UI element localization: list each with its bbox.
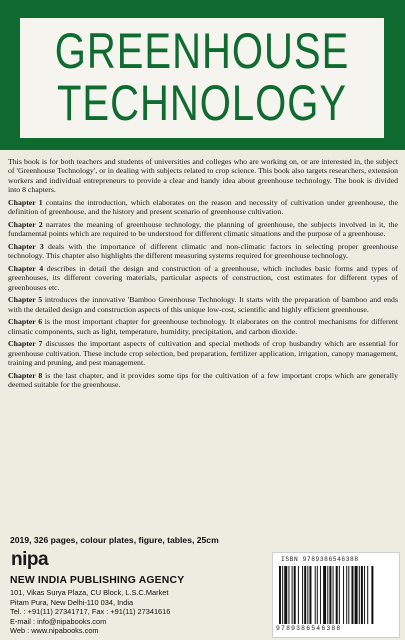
barcode-bar bbox=[323, 566, 326, 624]
barcode-bar bbox=[364, 566, 365, 624]
barcode-bar bbox=[315, 566, 316, 624]
publisher-name: NEW INDIA PUBLISHING AGENCY bbox=[10, 575, 185, 586]
chapter-4-paragraph bbox=[8, 264, 398, 292]
chapter-text: deals with the importance of different climatic and non-climatic factors in selecting proper greenhouse technology. This chapter also highlights the different measuring systems required for greenhouse technology. bbox=[8, 241, 398, 261]
barcode-number: 9789386546388 bbox=[276, 625, 342, 632]
barcode-bar bbox=[302, 566, 303, 624]
chapter-text: is the last chapter, and it provides some tips for the cultivation of a few important crops which are generally deemed suitable for the greenhouse. bbox=[8, 370, 398, 390]
chapter-1-paragraph bbox=[8, 198, 398, 217]
barcode-bar bbox=[282, 566, 283, 624]
barcode-bar bbox=[304, 566, 306, 624]
barcode-bar bbox=[371, 566, 373, 624]
chapter-3-paragraph bbox=[8, 242, 398, 261]
barcode-bar bbox=[288, 566, 289, 624]
chapter-6-paragraph bbox=[8, 317, 398, 336]
publisher-info bbox=[10, 575, 270, 636]
publisher-email: E-mail : info@nipabooks.com bbox=[10, 616, 107, 626]
barcode-bar bbox=[279, 566, 281, 624]
book-title-line-2: TECHNOLOGY bbox=[56, 76, 348, 131]
barcode-bar bbox=[333, 566, 334, 624]
barcode-bar bbox=[346, 566, 347, 624]
barcode-bar bbox=[361, 566, 363, 624]
chapter-text: narrates the meaning of greenhouse technology, the planning of greenhouse, the subjects involved in it, the fundamental points which are required to be understood for different climatic situations and the purpose of a greenhouse. bbox=[8, 219, 398, 239]
barcode-bar bbox=[359, 566, 360, 624]
chapter-2-paragraph bbox=[8, 220, 398, 239]
barcode-bar bbox=[355, 566, 358, 624]
barcode-bar bbox=[367, 566, 368, 624]
book-specs: 2019, 326 pages, colour plates, figure, tables, 25cm bbox=[10, 535, 219, 545]
publisher-web: Web : www.nipabooks.com bbox=[10, 626, 99, 636]
chapter-label: Chapter 4 bbox=[8, 263, 44, 273]
barcode-bar bbox=[292, 566, 293, 624]
chapter-label: Chapter 6 bbox=[8, 317, 43, 327]
publisher-address-1: 101, Vikas Surya Plaza, CU Block, L.S.C.Market bbox=[10, 588, 169, 597]
barcode-box bbox=[272, 552, 400, 638]
chapter-label: Chapter 1 bbox=[8, 197, 43, 207]
barcode-bar bbox=[327, 566, 328, 624]
chapter-text: discusses the important aspects of cultivation and special methods of crop husbandry which are essential for greenhouse cultivation. These include crop selection, bed preparation, fertilizer application, irrigation, canopy management, training and pruning, and pest management. bbox=[8, 339, 398, 368]
barcode-bar bbox=[343, 566, 344, 624]
chapter-8-paragraph bbox=[8, 371, 398, 390]
barcode-bar bbox=[348, 566, 349, 624]
barcode-bar bbox=[339, 566, 340, 624]
chapter-text: introduces the innovative 'Bamboo Greenhouse Technology. It starts with the preparation of bamboo and ends with the detailed design and construction aspects of this unique low-cost, scientific and highly efficient greenhouse. bbox=[8, 295, 398, 314]
publisher-address-2: Pitam Pura, New Delhi-110 034, India bbox=[10, 597, 134, 607]
barcode-bar bbox=[351, 566, 353, 624]
chapter-text: is the most important chapter for greenhouse technology. It elaborates on the control mechanisms for different climatic components, such as light, temperature, humidity, precipitation, and carbon dioxide. bbox=[8, 317, 398, 336]
barcode-bar bbox=[329, 566, 331, 624]
chapter-label: Chapter 2 bbox=[8, 219, 43, 229]
barcode-bar bbox=[294, 566, 296, 624]
barcode-bar bbox=[320, 566, 321, 624]
intro-paragraph: This book is for both teachers and students of universities and colleges who are working on, or are interested in, the subject of 'Greenhouse Technology', or in dealing with subjects related to crop science. This book also targets researchers, extension workers and individual entrepreneurs to provide a clear and handy idea about greenhouse technology. The book is divided into 8 chapters. bbox=[8, 157, 398, 195]
barcode-bar bbox=[336, 566, 338, 624]
barcode-bar bbox=[317, 566, 318, 624]
blurb bbox=[8, 157, 398, 393]
barcode-icon bbox=[279, 566, 393, 624]
chapter-label: Chapter 5 bbox=[8, 295, 43, 305]
logo-text: nipa bbox=[11, 549, 49, 570]
barcode-bar bbox=[284, 566, 287, 624]
chapter-text: contains the introduction, which elaborates on the reason and necessity of cultivation under greenhouse, the definition of greenhouse, and the history and present scenario of greenhouse cultivation. bbox=[8, 197, 398, 217]
book-title-line-1: GREENHOUSE bbox=[54, 24, 350, 79]
chapter-label: Chapter 3 bbox=[8, 241, 44, 251]
barcode-bar bbox=[309, 566, 311, 624]
barcode-bar bbox=[298, 566, 299, 624]
isbn-text: ISBN 9789386546388 bbox=[281, 556, 359, 563]
nipa-logo-icon bbox=[10, 548, 50, 570]
chapter-label: Chapter 7 bbox=[8, 339, 43, 349]
title-band bbox=[0, 0, 405, 150]
chapter-5-paragraph bbox=[8, 295, 398, 314]
title-box bbox=[20, 18, 384, 138]
barcode-bar bbox=[307, 566, 308, 624]
chapter-7-paragraph bbox=[8, 339, 398, 367]
publisher-phone: Tel. : +91(11) 27341717, Fax : +91(11) 27341616 bbox=[10, 607, 171, 617]
chapter-text: describes in detail the design and construction of a greenhouse, which includes basic forms and types of greenhouses, its different covering materials, particular aspects of construction, cost estimates for different types of greenhouses etc. bbox=[8, 263, 398, 292]
chapter-label: Chapter 8 bbox=[8, 370, 43, 380]
